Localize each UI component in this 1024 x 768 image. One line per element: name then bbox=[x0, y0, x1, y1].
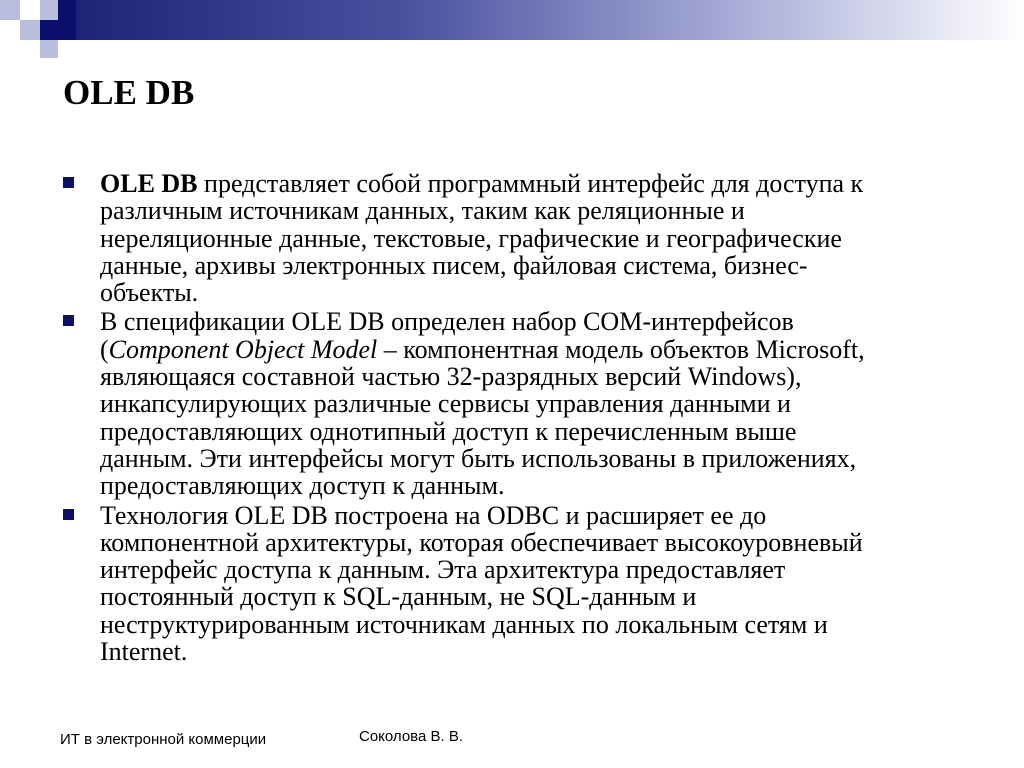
text-segment: объекты. bbox=[100, 278, 199, 308]
text-segment: ( bbox=[100, 334, 109, 364]
bullet-line bbox=[100, 225, 963, 252]
bullet-line bbox=[100, 611, 963, 638]
text-segment: Internet. bbox=[100, 637, 188, 667]
text-segment: являющаяся составной частью 32-разрядных версий Windows), bbox=[100, 362, 802, 392]
text-segment: В спецификации OLE DB определен набор COM-интерфейсов bbox=[100, 307, 794, 337]
text-segment: постоянный доступ к SQL-данным, не SQL-данным и bbox=[100, 582, 697, 612]
text-segment: неструктурированным источникам данных по локальным сетям и bbox=[100, 609, 828, 639]
bullet-item bbox=[63, 308, 963, 499]
text-segment: – компонентная модель объектов Microsoft, bbox=[377, 334, 865, 364]
deco-square bbox=[58, 20, 76, 40]
text-segment: компонентной архитектуры, которая обеспечивает высокоуровневый bbox=[100, 527, 863, 557]
bullet-line bbox=[100, 197, 963, 224]
bullet-line bbox=[100, 308, 963, 335]
bullet-line bbox=[100, 638, 963, 665]
bullet-line bbox=[100, 252, 963, 279]
bullet-line bbox=[100, 445, 963, 472]
text-segment: нереляционные данные, текстовые, графические и географические bbox=[100, 223, 842, 253]
bullet-item bbox=[63, 502, 963, 666]
bullet-line bbox=[100, 390, 963, 417]
footer-course: ИТ в электронной коммерции bbox=[60, 731, 267, 748]
bullet-item bbox=[63, 170, 963, 306]
text-segment: интерфейс доступа к данным. Эта архитектура предоставляет bbox=[100, 555, 786, 585]
bullet-line bbox=[100, 170, 963, 197]
header-decoration bbox=[0, 0, 1024, 60]
deco-square bbox=[40, 0, 58, 20]
bullet-line bbox=[100, 502, 963, 529]
text-segment: данные, архивы электронных писем, файловая система, бизнес- bbox=[100, 250, 808, 280]
deco-square bbox=[40, 40, 58, 58]
text-segment: Технология OLE DB построена на ODBC и расширяет ее до bbox=[100, 500, 767, 530]
deco-square bbox=[58, 0, 76, 20]
bullet-square-icon bbox=[63, 177, 74, 188]
bullet-line bbox=[100, 363, 963, 390]
header-gradient-bar bbox=[76, 0, 1024, 40]
text-segment: предоставляющих однотипный доступ к перечисленным выше bbox=[100, 416, 797, 446]
deco-square bbox=[40, 20, 58, 40]
bullet-line bbox=[100, 336, 963, 363]
footer-author: Соколова В. В. bbox=[359, 728, 464, 745]
text-segment: инкапсулирующих различные сервисы управления данными и bbox=[100, 389, 791, 419]
text-segment: Component Object Model bbox=[108, 334, 378, 364]
text-segment: различным источникам данных, таким как реляционные и bbox=[100, 196, 745, 226]
deco-square bbox=[20, 20, 40, 40]
bullet-line bbox=[100, 279, 963, 306]
bullet-square-icon bbox=[63, 315, 74, 326]
slide-title: OLE DB bbox=[63, 73, 195, 112]
text-segment: OLE DB bbox=[100, 169, 198, 198]
bullet-list bbox=[63, 170, 963, 667]
bullet-line bbox=[100, 472, 963, 499]
bullet-line bbox=[100, 529, 963, 556]
text-segment: данным. Эти интерфейсы могут быть использованы в приложениях, bbox=[100, 443, 857, 473]
text-segment: предоставляющих доступ к данным. bbox=[100, 471, 505, 501]
deco-square bbox=[0, 0, 20, 20]
bullet-line bbox=[100, 583, 963, 610]
bullet-line bbox=[100, 556, 963, 583]
bullet-square-icon bbox=[63, 509, 74, 520]
text-segment: представляет собой программный интерфейс для доступа к bbox=[197, 169, 864, 198]
bullet-line bbox=[100, 418, 963, 445]
